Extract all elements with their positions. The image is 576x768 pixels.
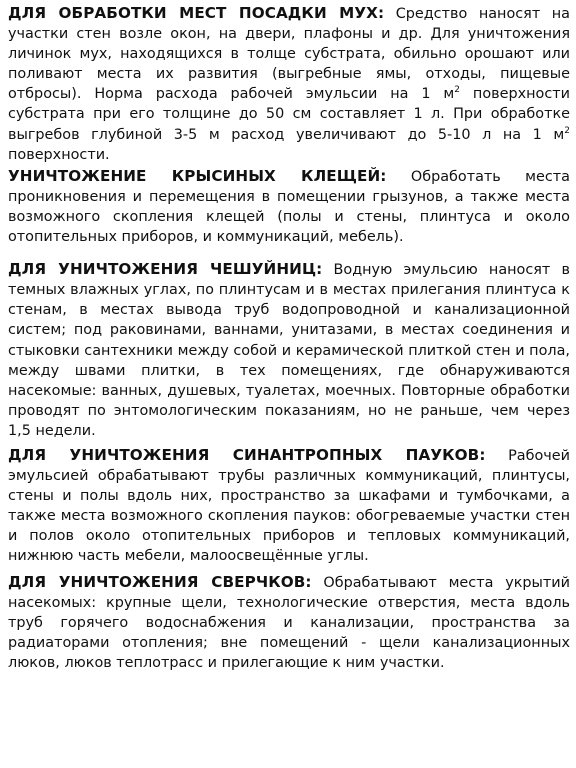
section-text-rat-mites: Обработать места проникновения и перемещения в помещении грызунов, а также места возможного скопления клещей (полы и стены, плинтуса и около отопительных приборов, и коммуникаций, мебель). xyxy=(8,168,570,246)
section-heading-rat-mites: УНИЧТОЖЕНИЕ КРЫСИНЫХ КЛЕЩЕЙ: xyxy=(8,166,387,185)
section-text-silverfish: Водную эмульсию наносят в темных влажных углах, по плинтусам и в местах прилегания плинтуса к стенам, в местах вывода труб водопроводной и канализационной систем; под раковинами, ваннами, унитазами, в местах соединения и стыковки сантехники между собой и керамической плиткой стен и пола, между швами плитки, в тех помещениях, где обнаруживаются насекомые: ванных, душевых, туалетах, моечных. Повторные обработки проводят по энтомологическим показаниям, но не раньше, чем через 1,5 недели. xyxy=(8,262,570,439)
section-flies xyxy=(8,3,570,165)
section-rat-mites xyxy=(8,166,570,247)
section-text-flies-part3: поверхности. xyxy=(8,146,110,163)
section-text-flies-part2: поверхности субстрата при его толщине до 50 см составляет 1 л. При обработке выгребов глубиной 3-5 м расход увеличивают до 5-10 л на 1 м xyxy=(8,86,570,143)
section-crickets xyxy=(8,572,570,673)
section-text-spiders: Рабочей эмульсией обрабатывают трубы различных коммуникаций, плинтусы, стены и полы вдоль них, пространство за шкафами и тумбочками, а также места возможного скопления пауков: обогреваемые участки стен и полов около отопительных приборов и тепловых коммуникаций, нижнюю часть мебели, малоосвещённые углы. xyxy=(8,447,570,565)
superscript-square: 2 xyxy=(564,125,570,136)
section-heading-flies: ДЛЯ ОБРАБОТКИ МЕСТ ПОСАДКИ МУХ: xyxy=(8,4,385,22)
section-heading-crickets: ДЛЯ УНИЧТОЖЕНИЯ СВЕРЧКОВ: xyxy=(8,572,312,591)
section-text-crickets: Обрабатывают места укрытий насекомых: крупные щели, технологические отверстия, места вдоль труб горячего водоснабжения и канализации, пространства за радиаторами отопления; вне помещений - щели канализационных люков, люков теплотрасс и прилегающие к ним участки. xyxy=(8,574,570,671)
section-text-flies-part1: Средство наносят на участки стен возле окон, на двери, плафоны и др. Для уничтожения личинок мух, находящихся в толще субстрата, обильно орошают или поливают места их развития (выгребные ямы, отходы, пищевые отбросы). Норма расхода рабочей эмульсии на 1 м xyxy=(8,6,570,103)
section-silverfish xyxy=(8,259,570,441)
section-heading-silverfish: ДЛЯ УНИЧТОЖЕНИЯ ЧЕШУЙНИЦ: xyxy=(8,260,323,279)
section-spiders xyxy=(8,445,570,567)
section-heading-spiders: ДЛЯ УНИЧТОЖЕНИЯ СИНАНТРОПНЫХ ПАУКОВ: xyxy=(8,445,486,464)
superscript-square: 2 xyxy=(454,85,461,96)
